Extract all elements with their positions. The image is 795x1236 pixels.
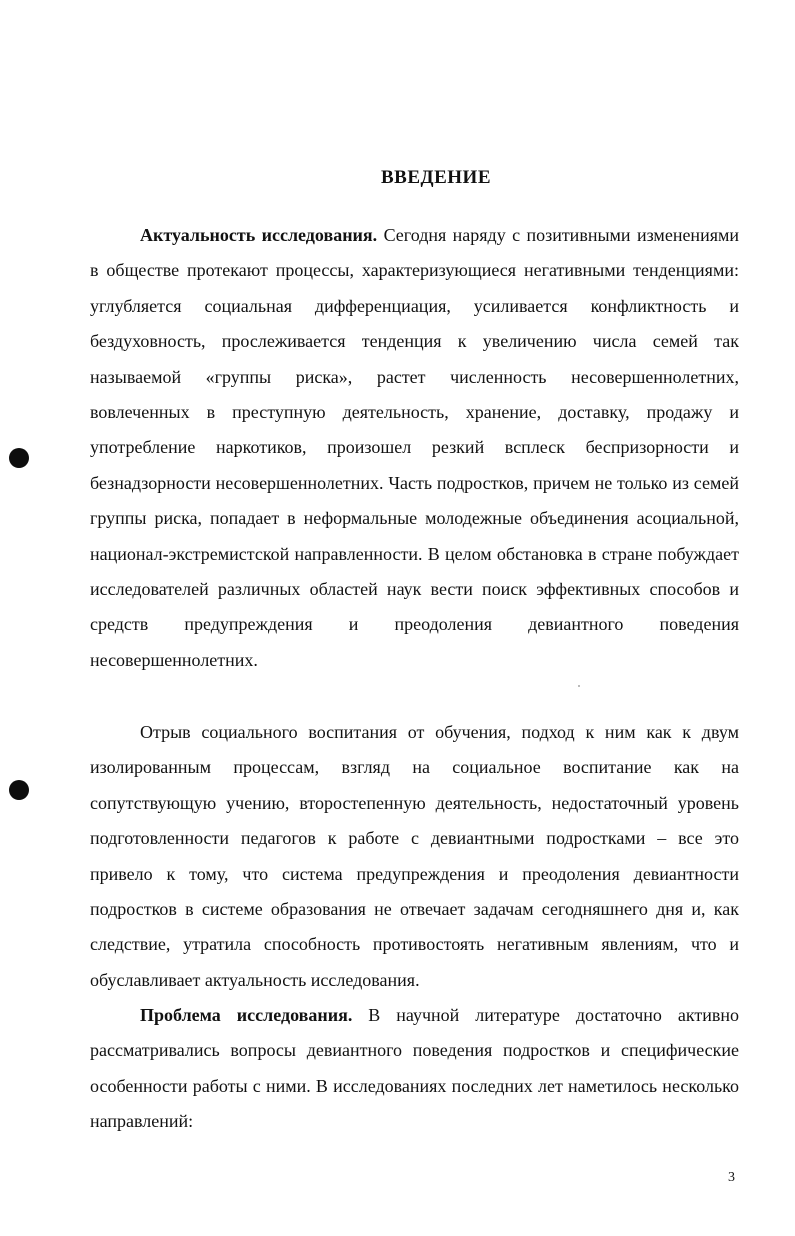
paragraph-text: Отрыв социального воспитания от обучения, подход к ним как к двум изолированным процессам, взгляд на социальное воспитание как на сопутствующую учению, второстепенную деятельность, недостаточный уровень подготовленности педагогов к работе с девиантными подростками – все это привело к тому, что система предупреждения и преодоления девиантности подростков в системе образования не отвечает задачам сегодняшнего дня и, как следствие, утратила способность противостоять негативным явлениям, что и обуславливает актуальность исследования. (90, 722, 739, 990)
paragraph-text: В научной литературе достаточно активно рассматривались вопросы девиантного поведения подростков и специфические особенности работы с ними. В исследованиях последних лет наметилось несколько направлений: (90, 1005, 739, 1132)
page-number: 3 (728, 1170, 735, 1185)
paragraph-text: Сегодня наряду с позитивными изменениями в обществе протекают процессы, характеризующиеся негативными тенденциями: углубляется социальная дифференциация, усиливается конфликтность и бездуховность, прослеживается тенденция к увеличению числа семей так называемой «группы риска», растет численность несовершеннолетних, вовлеченных в преступную деятельность, хранение, доставку, продажу и употребление наркотиков, произошел резкий всплеск беспризорности и безнадзорности несовершеннолетних. Часть подростков, причем не только из семей группы риска, попадает в неформальные молодежные объединения асоциальной, национал-экстремистской направленности. В целом обстановка в стране побуждает исследователей различных областей наук вести поиск эффективных способов и средств предупреждения и преодоления девиантного поведения несовершеннолетних. (90, 225, 740, 670)
paragraph-relevance (90, 218, 739, 678)
scan-speck (578, 685, 580, 687)
page-title: ВВЕДЕНИЕ (381, 166, 491, 188)
paragraph-lead: Актуальность исследования. (140, 225, 378, 245)
punch-hole-mark (9, 780, 29, 800)
paragraph-separation (90, 715, 739, 998)
paragraph-lead: Проблема исследования. (140, 1005, 353, 1025)
paragraph-problem (90, 998, 739, 1140)
punch-hole-mark (9, 448, 29, 468)
